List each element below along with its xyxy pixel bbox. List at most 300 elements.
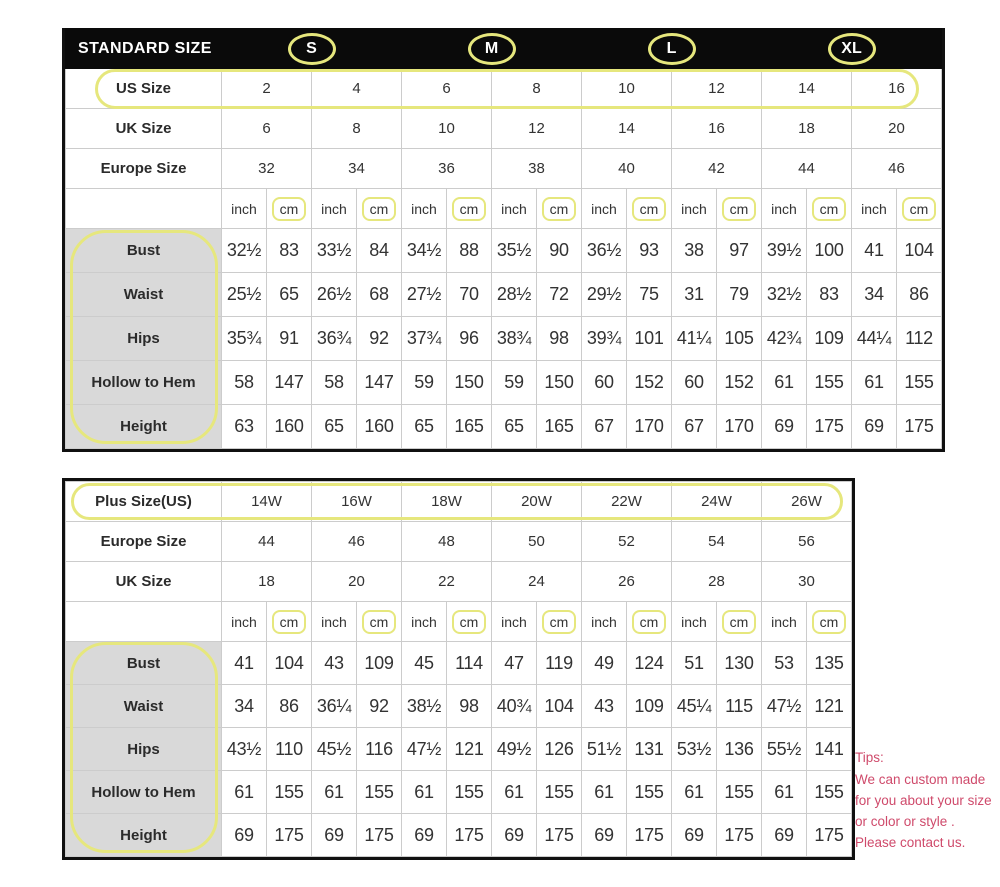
measure-value-cell: 175 (807, 405, 852, 449)
measure-value-cell: 69 (312, 814, 357, 857)
size-group-oval: XL (828, 33, 876, 65)
measure-row (66, 361, 942, 405)
measure-value-cell: 39¾ (582, 317, 627, 361)
measure-value-cell: 59 (402, 361, 447, 405)
measure-value-cell: 112 (897, 317, 942, 361)
size-value-cell: 20 (852, 109, 942, 149)
inch-cell (492, 189, 537, 229)
measure-value-cell: 98 (447, 685, 492, 728)
cm-label: cm (722, 610, 757, 634)
table-header-row (66, 29, 942, 69)
measure-value-cell: 65 (492, 405, 537, 449)
measure-value-cell: 92 (357, 317, 402, 361)
measure-value-cell: 32½ (762, 273, 807, 317)
measure-value-cell: 155 (357, 771, 402, 814)
measure-value-cell: 29½ (582, 273, 627, 317)
size-value-cell: 14 (762, 69, 852, 109)
size-value-cell: 24W (672, 482, 762, 522)
size-row-label: US Size (66, 69, 222, 109)
size-value-cell: 10 (402, 109, 492, 149)
tips-line: for you about your size (855, 792, 992, 808)
measure-value-cell: 58 (312, 361, 357, 405)
measure-value-cell: 51½ (582, 728, 627, 771)
plus-size-table (62, 478, 855, 860)
measure-value-cell: 43 (582, 685, 627, 728)
cm-label: cm (632, 197, 667, 221)
measure-value-cell: 59 (492, 361, 537, 405)
size-value-cell: 40 (582, 149, 672, 189)
measure-value-cell: 69 (762, 405, 807, 449)
size-group-oval: M (468, 33, 516, 65)
standard-size-table (62, 28, 945, 452)
measure-row-label: Waist (66, 685, 222, 728)
inch-cell (312, 602, 357, 642)
size-value-cell: 30 (762, 562, 852, 602)
measure-value-cell: 155 (627, 771, 672, 814)
size-row-label: Europe Size (66, 149, 222, 189)
measure-value-cell: 93 (627, 229, 672, 273)
inch-label: inch (501, 200, 527, 217)
cm-label: cm (272, 197, 307, 221)
size-group-cell (402, 29, 582, 69)
inch-cell (762, 189, 807, 229)
inch-label: inch (681, 613, 707, 630)
cm-cell (267, 602, 312, 642)
measure-row (66, 814, 852, 857)
measure-value-cell: 38¾ (492, 317, 537, 361)
size-value-cell: 42 (672, 149, 762, 189)
measure-value-cell: 47½ (402, 728, 447, 771)
measure-value-cell: 96 (447, 317, 492, 361)
measure-row-label: Hips (66, 728, 222, 771)
measure-row (66, 229, 942, 273)
measure-value-cell: 53½ (672, 728, 717, 771)
size-value-cell: 46 (852, 149, 942, 189)
measure-value-cell: 61 (582, 771, 627, 814)
size-value-cell: 52 (582, 522, 672, 562)
size-value-cell: 54 (672, 522, 762, 562)
measure-value-cell: 155 (807, 361, 852, 405)
measure-value-cell: 51 (672, 642, 717, 685)
size-value-cell: 50 (492, 522, 582, 562)
cm-cell (447, 189, 492, 229)
measure-value-cell: 152 (717, 361, 762, 405)
measure-value-cell: 109 (627, 685, 672, 728)
inch-cell (582, 189, 627, 229)
measure-value-cell: 175 (267, 814, 312, 857)
measure-value-cell: 42¾ (762, 317, 807, 361)
measure-value-cell: 160 (267, 405, 312, 449)
measure-value-cell: 61 (762, 771, 807, 814)
measure-value-cell: 100 (807, 229, 852, 273)
measure-row (66, 728, 852, 771)
cm-label: cm (722, 197, 757, 221)
size-value-cell: 16W (312, 482, 402, 522)
measure-value-cell: 26½ (312, 273, 357, 317)
measure-value-cell: 40¾ (492, 685, 537, 728)
measure-value-cell: 65 (312, 405, 357, 449)
measure-value-cell: 53 (762, 642, 807, 685)
inch-cell (222, 602, 267, 642)
measure-value-cell: 130 (717, 642, 762, 685)
inch-label: inch (771, 613, 797, 630)
size-row (66, 109, 942, 149)
size-value-cell: 38 (492, 149, 582, 189)
measure-value-cell: 61 (222, 771, 267, 814)
cm-cell (717, 602, 762, 642)
measure-value-cell: 69 (582, 814, 627, 857)
measure-value-cell: 86 (897, 273, 942, 317)
size-value-cell: 18W (402, 482, 492, 522)
measure-value-cell: 175 (537, 814, 582, 857)
size-value-cell: 44 (222, 522, 312, 562)
cm-label: cm (362, 197, 397, 221)
size-value-cell: 4 (312, 69, 402, 109)
measure-value-cell: 35½ (492, 229, 537, 273)
measure-value-cell: 109 (807, 317, 852, 361)
inch-label: inch (411, 200, 437, 217)
cm-label: cm (812, 610, 847, 634)
size-value-cell: 6 (222, 109, 312, 149)
inch-label: inch (231, 613, 257, 630)
measure-value-cell: 155 (447, 771, 492, 814)
measure-value-cell: 155 (717, 771, 762, 814)
tips-note (855, 748, 1000, 854)
inch-cell (402, 602, 447, 642)
measure-value-cell: 155 (267, 771, 312, 814)
measure-value-cell: 63 (222, 405, 267, 449)
inch-cell (582, 602, 627, 642)
inch-cell (492, 602, 537, 642)
measure-value-cell: 34½ (402, 229, 447, 273)
inch-label: inch (771, 200, 797, 217)
measure-value-cell: 38 (672, 229, 717, 273)
size-value-cell: 18 (222, 562, 312, 602)
measure-value-cell: 34 (222, 685, 267, 728)
size-value-cell: 20 (312, 562, 402, 602)
measure-value-cell: 105 (717, 317, 762, 361)
size-value-cell: 6 (402, 69, 492, 109)
tips-line: We can custom made (855, 771, 986, 787)
measure-value-cell: 150 (447, 361, 492, 405)
measure-value-cell: 69 (762, 814, 807, 857)
cm-cell (627, 189, 672, 229)
measure-value-cell: 61 (402, 771, 447, 814)
cm-cell (357, 602, 402, 642)
measure-value-cell: 65 (267, 273, 312, 317)
measure-value-cell: 65 (402, 405, 447, 449)
measure-value-cell: 150 (537, 361, 582, 405)
size-value-cell: 20W (492, 482, 582, 522)
table-title: STANDARD SIZE (66, 29, 222, 69)
inch-cell (852, 189, 897, 229)
size-group-oval: S (288, 33, 336, 65)
measure-row (66, 273, 942, 317)
measure-value-cell: 160 (357, 405, 402, 449)
measure-value-cell: 135 (807, 642, 852, 685)
measure-value-cell: 115 (717, 685, 762, 728)
tips-title: Tips: (855, 750, 884, 765)
measure-value-cell: 35¾ (222, 317, 267, 361)
measure-value-cell: 170 (717, 405, 762, 449)
tips-line: Please contact us. (855, 834, 966, 850)
size-row-label: Plus Size(US) (66, 482, 222, 522)
measure-value-cell: 75 (627, 273, 672, 317)
size-value-cell: 32 (222, 149, 312, 189)
measure-value-cell: 45½ (312, 728, 357, 771)
measure-value-cell: 101 (627, 317, 672, 361)
measure-value-cell: 126 (537, 728, 582, 771)
measure-value-cell: 121 (447, 728, 492, 771)
measure-value-cell: 83 (807, 273, 852, 317)
measure-value-cell: 155 (537, 771, 582, 814)
inch-label: inch (591, 613, 617, 630)
measure-value-cell: 34 (852, 273, 897, 317)
size-value-cell: 56 (762, 522, 852, 562)
size-row (66, 149, 942, 189)
tips-line: or color or style . (855, 813, 955, 829)
measure-value-cell: 32½ (222, 229, 267, 273)
measure-value-cell: 141 (807, 728, 852, 771)
measure-value-cell: 61 (492, 771, 537, 814)
measure-value-cell: 43½ (222, 728, 267, 771)
measure-value-cell: 28½ (492, 273, 537, 317)
inch-label: inch (501, 613, 527, 630)
measure-row (66, 685, 852, 728)
size-value-cell: 22 (402, 562, 492, 602)
measure-row (66, 405, 942, 449)
size-value-cell: 16 (852, 69, 942, 109)
measure-value-cell: 175 (717, 814, 762, 857)
measure-value-cell: 175 (357, 814, 402, 857)
measure-value-cell: 79 (717, 273, 762, 317)
measure-value-cell: 70 (447, 273, 492, 317)
measure-value-cell: 88 (447, 229, 492, 273)
measure-value-cell: 67 (582, 405, 627, 449)
size-value-cell: 46 (312, 522, 402, 562)
measure-value-cell: 47½ (762, 685, 807, 728)
measure-value-cell: 33½ (312, 229, 357, 273)
size-value-cell: 2 (222, 69, 312, 109)
measure-value-cell: 104 (267, 642, 312, 685)
size-group-cell (582, 29, 762, 69)
size-row (66, 482, 852, 522)
inch-label: inch (591, 200, 617, 217)
measure-value-cell: 25½ (222, 273, 267, 317)
size-value-cell: 14 (582, 109, 672, 149)
measure-value-cell: 86 (267, 685, 312, 728)
size-value-cell: 18 (762, 109, 852, 149)
size-value-cell: 48 (402, 522, 492, 562)
cm-cell (357, 189, 402, 229)
measure-value-cell: 61 (312, 771, 357, 814)
measure-value-cell: 91 (267, 317, 312, 361)
size-row (66, 69, 942, 109)
size-group-cell (222, 29, 402, 69)
measure-value-cell: 175 (447, 814, 492, 857)
measure-row-label: Hollow to Hem (66, 771, 222, 814)
measure-value-cell: 165 (447, 405, 492, 449)
measure-row-label: Bust (66, 229, 222, 273)
measure-value-cell: 55½ (762, 728, 807, 771)
measure-row-label: Bust (66, 642, 222, 685)
measure-row-label: Height (66, 814, 222, 857)
measure-value-cell: 41¼ (672, 317, 717, 361)
measure-value-cell: 131 (627, 728, 672, 771)
size-value-cell: 26 (582, 562, 672, 602)
measure-value-cell: 155 (897, 361, 942, 405)
measure-row (66, 642, 852, 685)
measure-value-cell: 61 (852, 361, 897, 405)
inch-cell (222, 189, 267, 229)
inch-label: inch (861, 200, 887, 217)
cm-cell (537, 189, 582, 229)
inch-label: inch (681, 200, 707, 217)
measure-value-cell: 175 (627, 814, 672, 857)
size-value-cell: 24 (492, 562, 582, 602)
measure-value-cell: 44¼ (852, 317, 897, 361)
measure-row-label: Hollow to Hem (66, 361, 222, 405)
measure-value-cell: 36½ (582, 229, 627, 273)
measure-value-cell: 104 (897, 229, 942, 273)
cm-label: cm (452, 197, 487, 221)
size-row-label: UK Size (66, 109, 222, 149)
unit-row (66, 189, 942, 229)
measure-value-cell: 90 (537, 229, 582, 273)
size-row-label: UK Size (66, 562, 222, 602)
measure-value-cell: 121 (807, 685, 852, 728)
measure-value-cell: 69 (852, 405, 897, 449)
plus-table-body (65, 481, 852, 857)
measure-value-cell: 69 (492, 814, 537, 857)
inch-label: inch (411, 613, 437, 630)
unit-row-spacer (66, 602, 222, 642)
measure-value-cell: 58 (222, 361, 267, 405)
measure-value-cell: 92 (357, 685, 402, 728)
measure-value-cell: 98 (537, 317, 582, 361)
inch-cell (672, 189, 717, 229)
measure-value-cell: 114 (447, 642, 492, 685)
measure-value-cell: 61 (672, 771, 717, 814)
measure-value-cell: 60 (672, 361, 717, 405)
measure-value-cell: 147 (357, 361, 402, 405)
cm-label: cm (272, 610, 307, 634)
measure-row-label: Hips (66, 317, 222, 361)
measure-value-cell: 97 (717, 229, 762, 273)
measure-value-cell: 69 (222, 814, 267, 857)
size-row (66, 522, 852, 562)
inch-cell (402, 189, 447, 229)
standard-table-body (65, 28, 942, 449)
size-row (66, 562, 852, 602)
unit-row-spacer (66, 189, 222, 229)
measure-value-cell: 83 (267, 229, 312, 273)
measure-value-cell: 124 (627, 642, 672, 685)
measure-value-cell: 68 (357, 273, 402, 317)
cm-label: cm (452, 610, 487, 634)
inch-label: inch (321, 613, 347, 630)
measure-value-cell: 69 (672, 814, 717, 857)
cm-cell (897, 189, 942, 229)
cm-cell (807, 602, 852, 642)
measure-value-cell: 175 (897, 405, 942, 449)
cm-label: cm (902, 197, 937, 221)
measure-row-label: Waist (66, 273, 222, 317)
measure-value-cell: 119 (537, 642, 582, 685)
measure-value-cell: 170 (627, 405, 672, 449)
unit-row (66, 602, 852, 642)
size-value-cell: 10 (582, 69, 672, 109)
measure-value-cell: 27½ (402, 273, 447, 317)
cm-cell (537, 602, 582, 642)
measure-row (66, 317, 942, 361)
cm-label: cm (632, 610, 667, 634)
measure-value-cell: 37¾ (402, 317, 447, 361)
size-value-cell: 12 (672, 69, 762, 109)
measure-value-cell: 41 (222, 642, 267, 685)
size-value-cell: 8 (312, 109, 402, 149)
size-value-cell: 34 (312, 149, 402, 189)
cm-label: cm (812, 197, 847, 221)
measure-value-cell: 43 (312, 642, 357, 685)
inch-label: inch (321, 200, 347, 217)
size-table (65, 481, 852, 857)
measure-row (66, 771, 852, 814)
cm-label: cm (362, 610, 397, 634)
size-row-label: Europe Size (66, 522, 222, 562)
inch-cell (672, 602, 717, 642)
size-group-oval: L (648, 33, 696, 65)
measure-value-cell: 110 (267, 728, 312, 771)
measure-value-cell: 69 (402, 814, 447, 857)
size-value-cell: 12 (492, 109, 582, 149)
cm-label: cm (542, 610, 577, 634)
measure-value-cell: 67 (672, 405, 717, 449)
inch-label: inch (231, 200, 257, 217)
measure-row-label: Height (66, 405, 222, 449)
measure-value-cell: 45¼ (672, 685, 717, 728)
measure-value-cell: 175 (807, 814, 852, 857)
size-value-cell: 14W (222, 482, 312, 522)
measure-value-cell: 152 (627, 361, 672, 405)
size-value-cell: 44 (762, 149, 852, 189)
measure-value-cell: 60 (582, 361, 627, 405)
cm-cell (447, 602, 492, 642)
cm-label: cm (542, 197, 577, 221)
cm-cell (807, 189, 852, 229)
measure-value-cell: 155 (807, 771, 852, 814)
measure-value-cell: 104 (537, 685, 582, 728)
measure-value-cell: 147 (267, 361, 312, 405)
size-group-cell (762, 29, 942, 69)
size-value-cell: 36 (402, 149, 492, 189)
measure-value-cell: 36¾ (312, 317, 357, 361)
measure-value-cell: 109 (357, 642, 402, 685)
size-value-cell: 16 (672, 109, 762, 149)
measure-value-cell: 136 (717, 728, 762, 771)
size-table (65, 28, 942, 449)
measure-value-cell: 61 (762, 361, 807, 405)
measure-value-cell: 116 (357, 728, 402, 771)
size-value-cell: 22W (582, 482, 672, 522)
inch-cell (312, 189, 357, 229)
cm-cell (627, 602, 672, 642)
measure-value-cell: 36¼ (312, 685, 357, 728)
measure-value-cell: 31 (672, 273, 717, 317)
measure-value-cell: 38½ (402, 685, 447, 728)
size-value-cell: 28 (672, 562, 762, 602)
measure-value-cell: 165 (537, 405, 582, 449)
